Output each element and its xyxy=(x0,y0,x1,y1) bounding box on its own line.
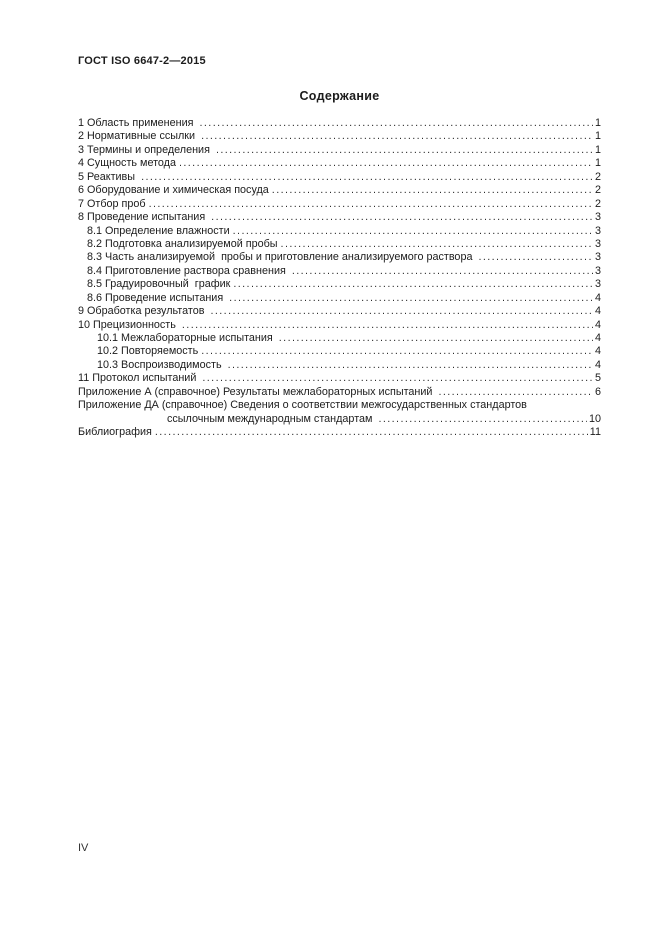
toc-entry xyxy=(78,251,601,264)
toc-entry-page: 3 xyxy=(594,251,601,264)
toc-entry-label: 10 Прецизионность xyxy=(78,318,179,331)
toc-entry xyxy=(78,198,601,211)
toc-entry-label: ссылочным международным стандартам xyxy=(167,412,376,425)
toc-entry-label: 10.2 Повторяемость xyxy=(97,345,199,358)
toc-entry-page: 4 xyxy=(594,305,601,318)
toc-entry xyxy=(78,225,601,238)
toc-leader-dots xyxy=(155,426,588,439)
toc-entry-page: 5 xyxy=(594,372,601,385)
toc-entry-label: 1 Область применения xyxy=(78,117,197,129)
toc-entry-label: Приложение А (справочное) Результаты межлабораторных испытаний xyxy=(78,385,436,398)
toc-entry-page: 4 xyxy=(594,358,601,371)
toc-entry-page: 4 xyxy=(594,291,601,304)
toc-entry xyxy=(78,265,601,278)
toc-leader-dots xyxy=(272,184,593,197)
toc-leader-dots xyxy=(216,144,593,157)
toc-entry-page: 4 xyxy=(594,345,601,358)
toc-entry xyxy=(78,157,601,170)
toc-entry xyxy=(78,144,601,157)
toc-leader-dots xyxy=(210,305,593,318)
toc-entry-label: 8.1 Определение влажности xyxy=(87,224,230,237)
toc-leader-dots xyxy=(233,278,593,291)
toc-entry xyxy=(78,413,601,426)
toc-leader-dots xyxy=(141,171,593,184)
toc-entry xyxy=(78,305,601,318)
toc-leader-dots xyxy=(201,130,593,143)
toc-entry xyxy=(78,359,601,372)
toc-entry-page: 11 xyxy=(589,426,601,439)
footer-page-number: IV xyxy=(78,842,89,854)
toc-entry-page: 2 xyxy=(594,184,601,197)
toc-list xyxy=(78,117,601,440)
toc-entry xyxy=(78,117,601,130)
toc-entry xyxy=(78,292,601,305)
toc-entry xyxy=(78,386,601,399)
toc-entry-page: 10 xyxy=(588,412,601,425)
toc-entry-label: 8 Проведение испытания xyxy=(78,211,209,224)
toc-entry xyxy=(78,238,601,251)
toc-leader-dots xyxy=(182,319,593,332)
toc-leader-dots xyxy=(211,211,593,224)
toc-entry-page: 1 xyxy=(594,130,601,143)
toc-entry-page: 1 xyxy=(594,157,601,170)
toc-entry-page: 4 xyxy=(594,318,601,331)
toc-entry xyxy=(78,184,601,197)
toc-entry-label: 10.1 Межлабораторные испытания xyxy=(97,332,276,344)
toc-entry-page: 3 xyxy=(594,237,601,250)
toc-entry-label: 4 Сущность метода xyxy=(78,157,176,170)
toc-entry-page: 2 xyxy=(594,170,601,183)
toc-entry-page: 3 xyxy=(594,224,601,237)
toc-entry-page: 1 xyxy=(594,143,601,156)
toc-leader-dots xyxy=(149,198,593,211)
toc-entry-page: 6 xyxy=(594,385,601,398)
toc-entry-label: 8.4 Приготовление раствора сравнения xyxy=(87,264,289,277)
toc-entry-page: 1 xyxy=(594,117,601,129)
toc-leader-dots xyxy=(201,345,593,358)
toc-entry-label: 3 Термины и определения xyxy=(78,143,213,156)
toc-leader-dots xyxy=(438,386,593,399)
toc-entry-label: 8.6 Проведение испытания xyxy=(87,291,227,304)
toc-entry-label: 8.2 Подготовка анализируемой пробы xyxy=(87,237,278,250)
toc-leader-dots xyxy=(378,413,587,426)
toc-entry-label: 10.3 Воспроизводимость xyxy=(97,358,225,371)
doc-code-header: ГОСТ ISO 6647-2—2015 xyxy=(78,55,206,67)
toc-entry xyxy=(78,278,601,291)
toc-entry-label: 5 Реактивы xyxy=(78,170,139,183)
toc-entry xyxy=(78,372,601,385)
toc-entry-label: 7 Отбор проб xyxy=(78,197,146,210)
toc-leader-dots xyxy=(202,372,593,385)
toc-entry-page: 4 xyxy=(594,332,601,344)
toc-leader-dots xyxy=(229,292,593,305)
toc-entry-page: 3 xyxy=(594,211,601,224)
toc-entry xyxy=(78,426,601,439)
toc-leader-dots xyxy=(179,157,593,170)
toc-entry-label: 8.3 Часть анализируемой пробы и приготовление анализируемого раствора xyxy=(87,251,476,264)
toc-entry xyxy=(78,319,601,332)
toc-entry-label: 6 Оборудование и химическая посуда xyxy=(78,184,269,197)
toc-leader-dots xyxy=(200,117,593,130)
toc-entry-label: Библиография xyxy=(78,426,152,439)
toc-entry xyxy=(78,345,601,358)
toc-entry-label: 11 Протокол испытаний xyxy=(78,372,200,385)
toc-entry-label: 8.5 Градуировочный график xyxy=(87,278,231,291)
toc-leader-dots xyxy=(233,225,593,238)
toc-entry xyxy=(78,211,601,224)
toc-leader-dots xyxy=(281,238,593,251)
toc-entry-page: 3 xyxy=(594,264,601,277)
toc-entry-label: Приложение ДА (справочное) Сведения о соответствии межгосударственных стандартов xyxy=(78,399,527,412)
toc-entry-page: 2 xyxy=(594,197,601,210)
toc-entry-label: 2 Нормативные ссылки xyxy=(78,130,199,143)
toc-leader-dots xyxy=(228,359,593,372)
toc-entry xyxy=(78,171,601,184)
toc-entry-page: 3 xyxy=(594,278,601,291)
toc-leader-dots xyxy=(292,265,593,278)
toc-entry xyxy=(78,399,601,412)
toc-entry xyxy=(78,332,601,345)
toc-leader-dots xyxy=(478,251,593,264)
toc-leader-dots xyxy=(279,332,593,345)
toc-entry xyxy=(78,130,601,143)
toc-entry-label: 9 Обработка результатов xyxy=(78,305,208,318)
toc-title: Содержание xyxy=(299,89,380,103)
